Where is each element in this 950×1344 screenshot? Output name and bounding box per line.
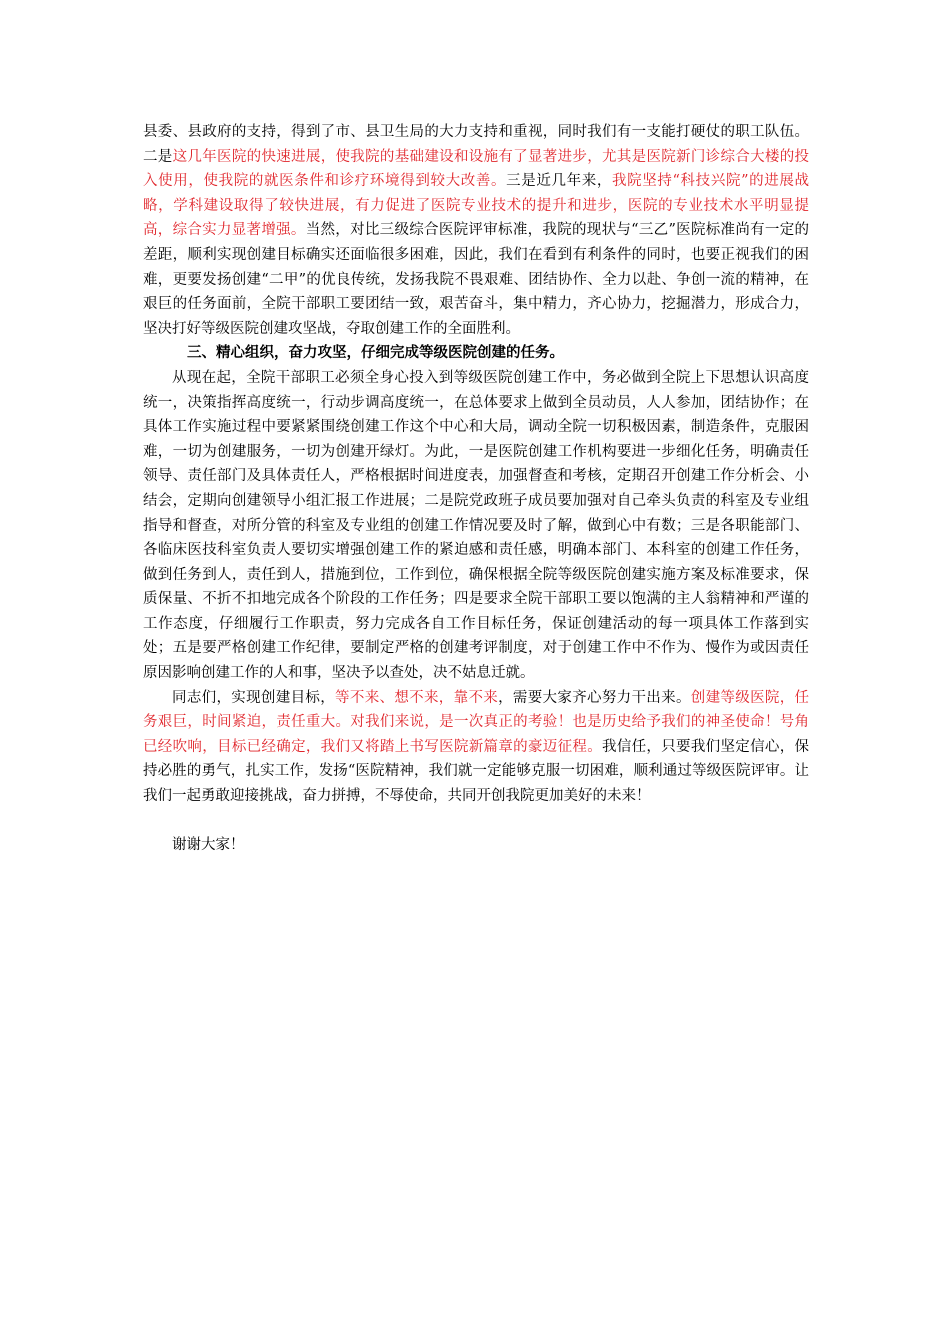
highlighted-text: 我院坚持“科技兴院”的进展战略，学科建设取得了较快进展，有力促进了医院专业技术的提升和进步，医院的专业技术水平明显提高，综合实力显著增强。 [143,173,810,239]
body-text: 县委、县政府的支持，得到了市、县卫生局的大力支持和重视，同时我们有一支能打硬仗的职工队伍。二是 [143,124,809,165]
closing-thanks: 谢谢大家！ [172,836,245,853]
body-text: 从现在起，全院干部职工必须全身心投入到等级医院创建工作中，务必做到全院上下思想认识高度统一，决策指挥高度统一，行动步调高度统一，在总体要求上做到全员动员，人人参加，团结协作；在具体工作实施过程中要紧紧围绕创建工作这个中心和大局，调动全院一切积极因素，制造条件，克服困难，一切为创建服务，一切为创建开绿灯。为此，一是医院创建工作机构要进一步细化任务，明确责任领导、责任部门及具体责任人，严格根据时间进度表，加强督查和考核，定期召开创建工作分析会、小结会，定期向创建领导小组汇报工作进展；二是院党政班子成员要加强对自己牵头负责的科室及专业组指导和督查，对所分管的科室及专业组的创建工作情况要及时了解，做到心中有数；三是各职能部门、各临床医技科室负责人要切实增强创建工作的紧迫感和责任感，明确本部门、本科室的创建工作任务，做到任务到人，责任到人，措施到位，工作到位，确保根据全院等级医院创建实施方案及标准要求，保质保量、不折不扣地完成各个阶段的工作任务；四是要求全院干部职工要以饱满的主人翁精神和严谨的工作态度，仔细履行工作职责，努力完成各自工作目标任务，保证创建活动的每一项具体工作落到实处；五是要严格创建工作纪律，要制定严格的创建考评制度，对于创建工作中不作为、慢作为或因责任原因影响创建工作的人和事，坚决予以查处，决不姑息迁就。 [143,369,809,682]
paragraph-conditions [143,120,809,341]
body-text: 同志们，实现创建目标， [172,689,336,706]
highlighted-text: 这几年医院的快速进展，使我院的基础建设和设施有了显著进步，尤其是医院新门诊综合大楼的投入使用，使我院的就医条件和诊疗环境得到较大改善。 [143,148,810,190]
paragraph-call-to-action [143,686,809,809]
highlighted-text: 等不来、想不来，靠不来 [335,689,499,706]
paragraph-tasks [143,366,809,686]
body-text: 我信任，只要我们坚定信心，保持必胜的勇气，扎实工作，发扬“医院精神，我们就一定能够克服一切困难，顺利通过等级医院评审。让我们一起勇敢迎接挑战，奋力拼搏，不辱使命，共同开创我院更加美好的未来！ [143,738,810,805]
body-text: 三是近几年来， [506,173,612,190]
section-heading: 三、精心组织，奋力攻坚，仔细完成等级医院创建的任务。 [187,344,564,362]
body-text: ，需要大家齐心努力干出来。 [498,689,691,706]
highlighted-text: 创建等级医院，任务艰巨，时间紧迫，责任重大。对我们来说，是一次真正的考验！也是历史给予我们的神圣使命！号角已经吹响，目标已经确定，我们又将踏上书写医院新篇章的豪迈征程。 [143,689,810,755]
body-text: 当然，对比三级综合医院评审标准，我院的现状与“三乙”医院标准尚有一定的差距，顺利实现创建目标确实还面临很多困难，因此，我们在看到有利条件的同时，也要正视我们的困难，更要发扬创建“二甲”的优良传统，发扬我院不畏艰难、团结协作、全力以赴、争创一流的精神，在艰巨的任务面前，全院干部职工要团结一致，艰苦奋斗，集中精力，齐心协力，挖掘潜力，形成合力，坚决打好等级医院创建攻坚战，夺取创建工作的全面胜利。 [143,222,809,337]
document-page [143,120,809,857]
